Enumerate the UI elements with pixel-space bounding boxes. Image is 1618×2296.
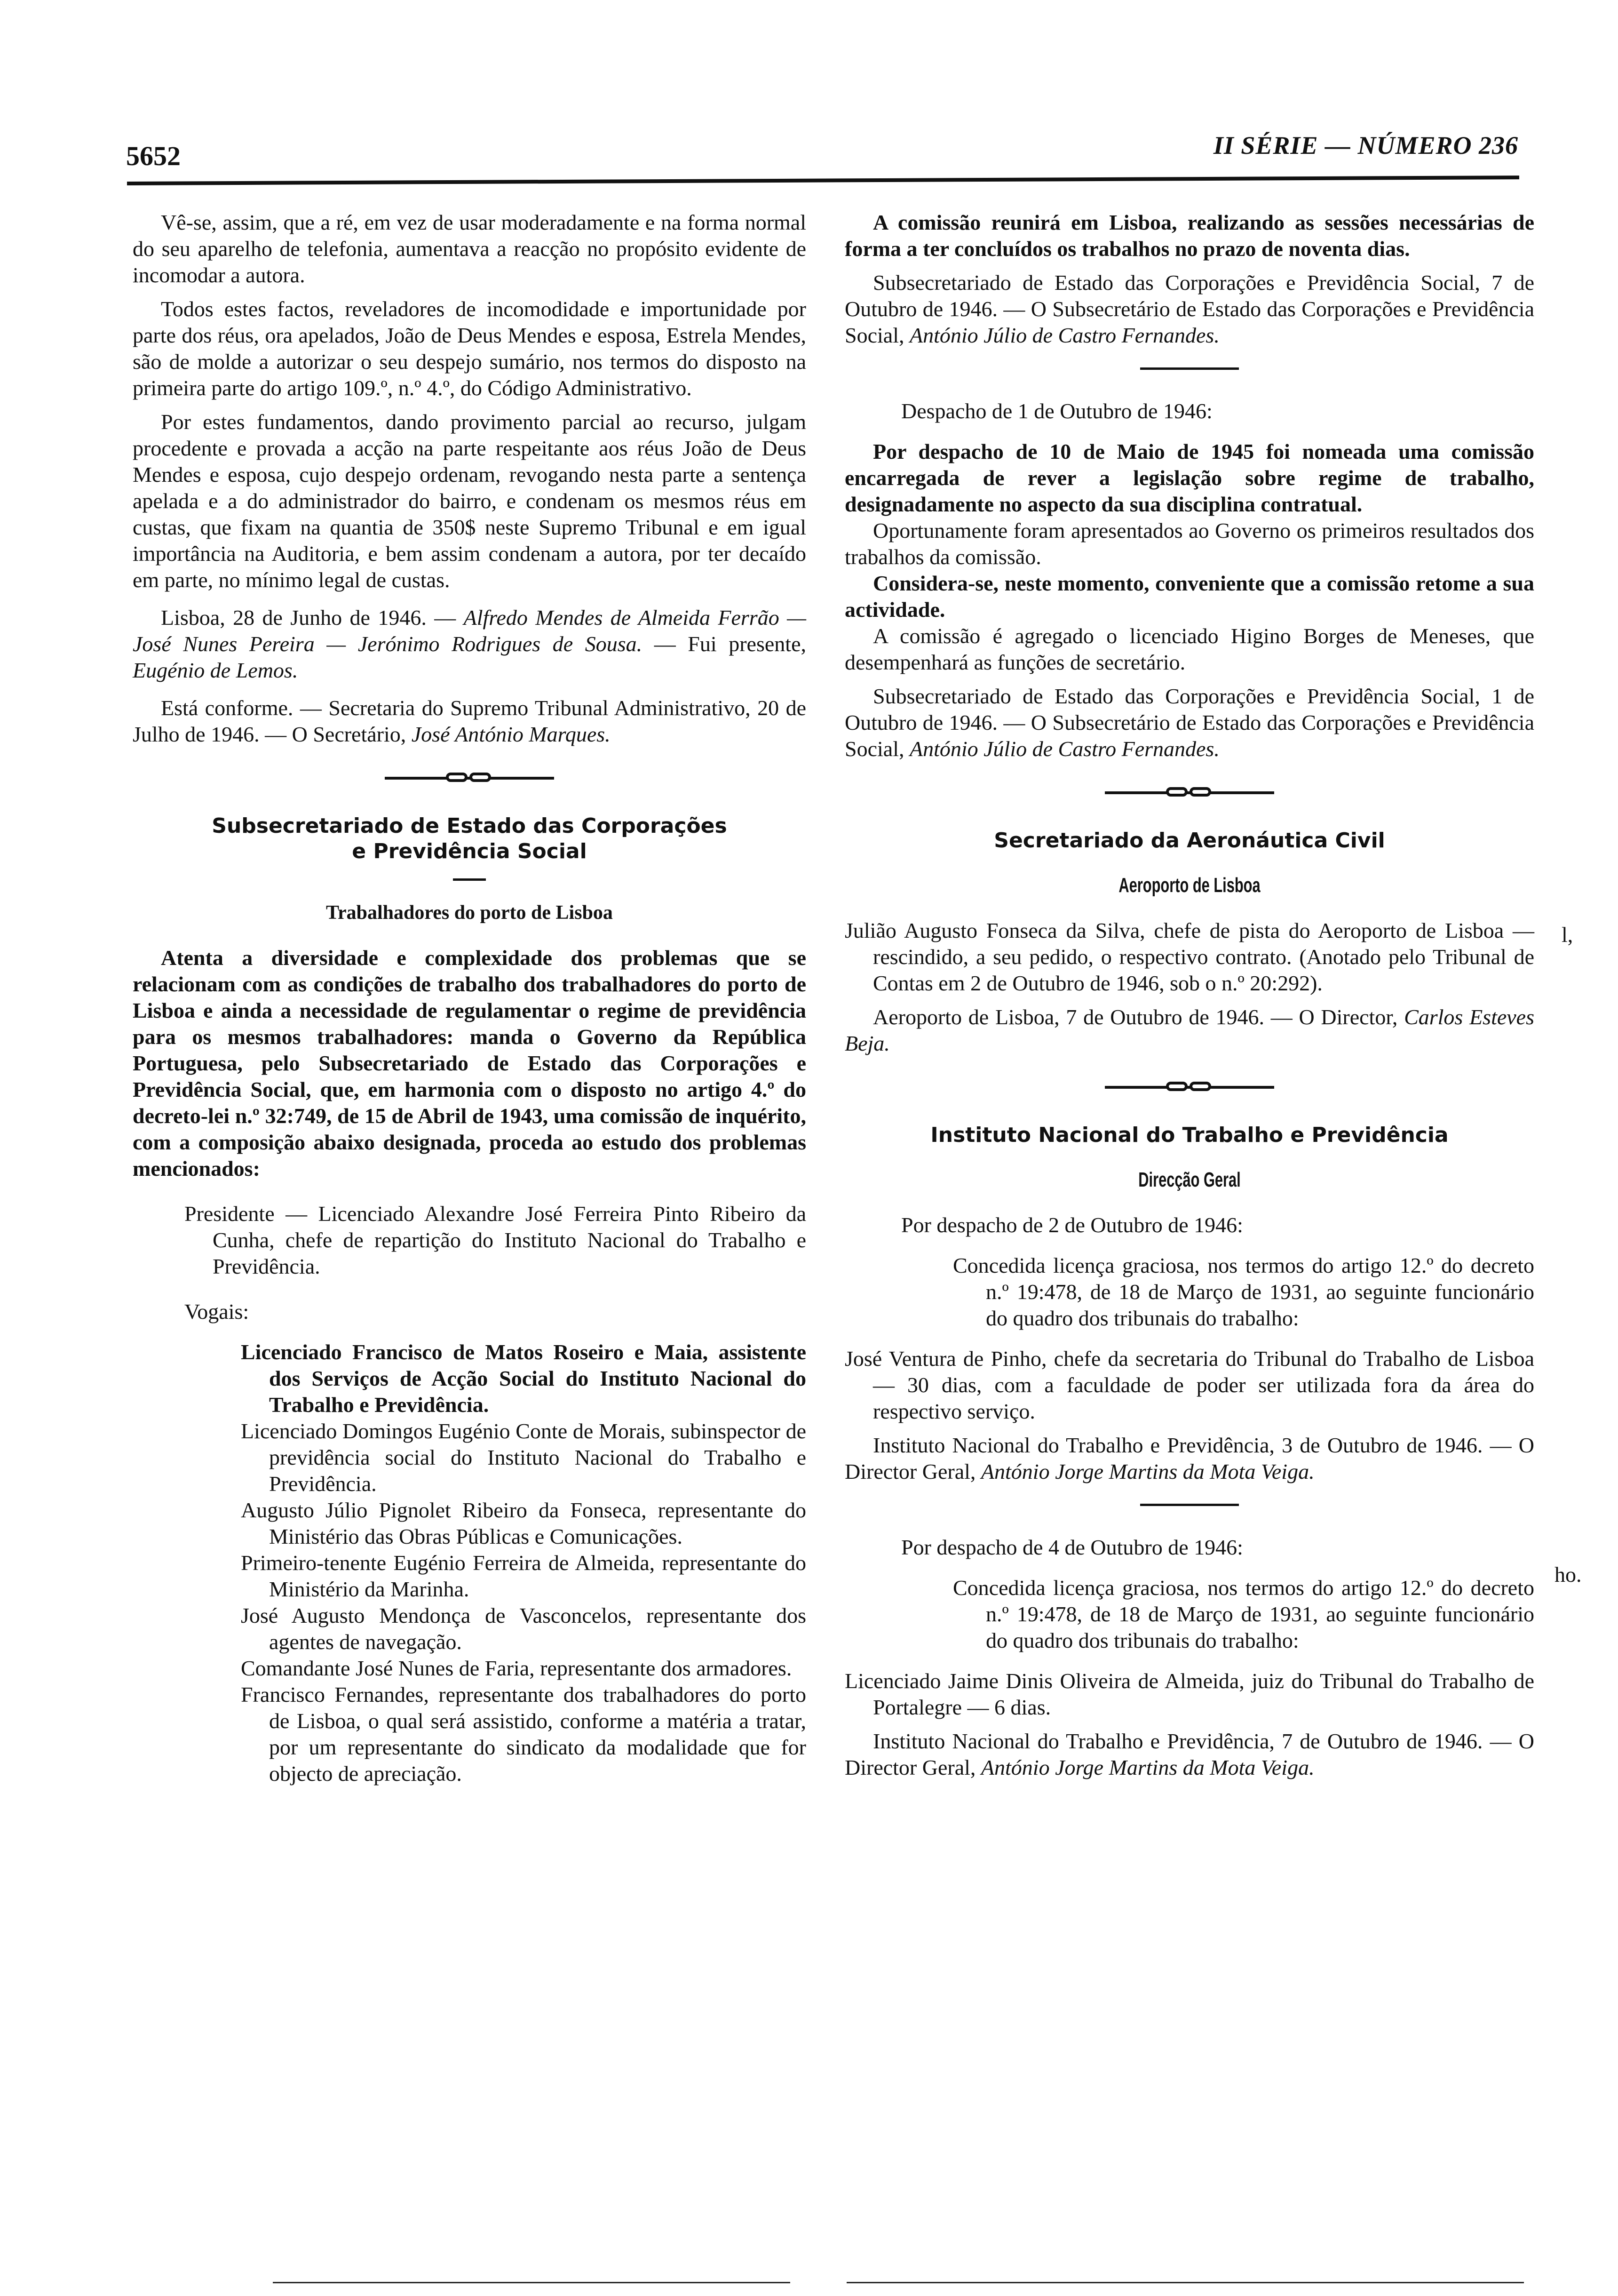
series-header: II SÉRIE — NÚMERO 236: [1213, 131, 1518, 159]
paragraph: Considera-se, neste momento, conveniente que a comissão retome a sua actividade.: [845, 571, 1534, 622]
section-divider-ornament: [385, 771, 554, 785]
signoff-subsecretariado-1-out: [845, 683, 1534, 762]
signoff-name: António Júlio de Castro Fernandes.: [909, 737, 1220, 761]
paragraph: Por estes fundamentos, dando provimento parcial ao recurso, julgam procedente e provada a acção na parte respeitante aos réus João de Deus Mendes e esposa, cujo despejo ordenam, revogando nesta parte a sentença apelada e a do administrador do bairro, e condenam os mesmos réus em custas, que fixam na quantia de 350$ neste Supremo Tribunal e em igual importância na Auditoria, e bem assim condenam a autora, por ter decaído em parte, no mínimo legal de custas.: [133, 410, 806, 592]
left-column: [133, 209, 806, 1787]
intp-signoff: [845, 1728, 1534, 1781]
conformity-note: [133, 695, 806, 748]
signoff-text: Aeroporto de Lisboa, 7 de Outubro de 1946. — O Director,: [873, 1005, 1404, 1029]
judgment-signature: [133, 605, 806, 684]
despacho-heading: Por despacho de 4 de Outubro de 1946:: [901, 1535, 1243, 1559]
signature-names: Alfredo Mendes de Almeida Ferrão — José Nunes Pereira — Jerónimo Rodrigues de Sousa.: [133, 606, 806, 656]
short-rule: [1140, 1504, 1239, 1506]
conformity-name: José António Marques.: [411, 722, 611, 746]
aero-entry: Julião Augusto Fonseca da Silva, chefe de pista do Aeroporto de Lisboa — rescindido, a seu pedido, o respectivo contrato. (Anotado pelo Tribunal de Contas em 2 de Outubro de 1946, sob o n.º 20:292).: [845, 918, 1534, 995]
grant-text: Concedida licença graciosa, nos termos do artigo 12.º do decreto n.º 19:478, de 18 de Março de 1931, ao seguinte funcionário do quadro dos tribunais do trabalho:: [953, 1576, 1534, 1652]
vogal-entry: Augusto Júlio Pignolet Ribeiro da Fonseca, representante do Ministério das Obras Públicas e Comunicações.: [241, 1498, 806, 1548]
president-entry: Presidente — Licenciado Alexandre José Ferreira Pinto Ribeiro da Cunha, chefe de repartição do Instituto Nacional do Trabalho e Previdência.: [184, 1202, 806, 1278]
page-number: 5652: [126, 141, 181, 171]
signoff-text: Subsecretariado de Estado das Corporações e Previdência Social, 1 de Outubro de 1946. — O Subsecretário de Estado das Corporações e Previdência Social,: [845, 684, 1534, 761]
signoff-name: António Jorge Martins da Mota Veiga.: [981, 1755, 1315, 1779]
signoff-text: Subsecretariado de Estado das Corporações e Previdência Social, 7 de Outubro de 1946. — O Subsecretário de Estado das Corporações e Previdência Social,: [845, 271, 1534, 347]
vogal-entry: Licenciado Domingos Eugénio Conte de Morais, subinspector de previdência social do Instituto Nacional do Trabalho e Previdência.: [241, 1419, 806, 1496]
intp-subtitle: Direcção Geral: [1138, 1168, 1241, 1191]
person-entry: Licenciado Jaime Dinis Oliveira de Almeida, juiz do Tribunal do Trabalho de Portalegre — 6 dias.: [845, 1669, 1534, 1719]
section-title-line1: Subsecretariado de Estado das Corporações: [212, 814, 727, 838]
signoff-text: Instituto Nacional do Trabalho e Previdência, 3 de Outubro de 1946. — O Director Geral,: [845, 1433, 1534, 1483]
vogais-label: Vogais:: [184, 1299, 249, 1323]
paragraph: Oportunamente foram apresentados ao Governo os primeiros resultados dos trabalhos da comissão.: [845, 518, 1534, 569]
right-column: [845, 209, 1534, 1788]
section-title-line2: e Previdência Social: [352, 839, 587, 863]
commission-meeting: A comissão reunirá em Lisboa, realizando as sessões necessárias de forma a ter concluídos os trabalhos no prazo de noventa dias.: [845, 210, 1534, 261]
signoff-text: Instituto Nacional do Trabalho e Previdência, 7 de Outubro de 1946. — O Director Geral,: [845, 1729, 1534, 1779]
grant-text: Concedida licença graciosa, nos termos do artigo 12.º do decreto n.º 19:478, de 18 de Março de 1931, ao seguinte funcionário do quadro dos tribunais do trabalho:: [953, 1253, 1534, 1330]
aero-section-title: Secretariado da Aeronáutica Civil: [994, 829, 1385, 853]
paragraph: A comissão é agregado o licenciado Higino Borges de Meneses, que desempenhará as funções de secretário.: [845, 624, 1534, 674]
vogal-entry: Comandante José Nunes de Faria, representante dos armadores.: [241, 1656, 792, 1680]
signoff-subsecretariado-7-out: [845, 270, 1534, 349]
person-entry: José Ventura de Pinho, chefe da secretaria do Tribunal do Trabalho de Lisboa — 30 dias, com a faculdade de poder ser utilizada fora da área do respectivo serviço.: [845, 1347, 1534, 1423]
section-intro: Atenta a diversidade e complexidade dos problemas que se relacionam com as condições de trabalho dos trabalhadores do porto de Lisboa e ainda a necessidade de regulamentar o regime de previdência para os mesmos trabalhadores: manda o Governo da República Portuguesa, pelo Subsecretariado de Estado das Corporações e Previdência Social, que, em harmonia com o disposto no artigo 4.º do decreto-lei n.º 32:749, de 15 de Abril de 1943, uma comissão de inquérito, com a composição abaixo designada, proceda ao estudo dos problemas mencionados:: [133, 946, 806, 1180]
margin-fragment: ho.: [1555, 1563, 1582, 1586]
aero-subtitle: Aeroporto de Lisboa: [1118, 874, 1261, 897]
vogal-entry: José Augusto Mendonça de Vasconcelos, representante dos agentes de navegação.: [241, 1603, 806, 1654]
footer-scan-line: [847, 2282, 1524, 2283]
vogal-entry: Francisco Fernandes, representante dos trabalhadores do porto de Lisboa, o qual será assistido, conforme a matéria a tratar, por um representante do sindicato da modalidade que for objecto de apreciação.: [241, 1682, 806, 1786]
signoff-name: António Jorge Martins da Mota Veiga.: [981, 1459, 1315, 1483]
paragraph: Por despacho de 10 de Maio de 1945 foi nomeada uma comissão encarregada de rever a legislação sobre regime de trabalho, designadamente no aspecto da sua disciplina contratual.: [845, 439, 1534, 516]
signoff-name: Carlos Esteves Beja.: [845, 1005, 1534, 1055]
despacho-heading: Despacho de 1 de Outubro de 1946:: [901, 399, 1213, 423]
signature-place-date: Lisboa, 28 de Junho de 1946. —: [161, 606, 464, 630]
despacho-heading: Por despacho de 2 de Outubro de 1946:: [901, 1213, 1243, 1237]
signoff-name: António Júlio de Castro Fernandes.: [909, 323, 1220, 347]
paragraph: Vê-se, assim, que a ré, em vez de usar moderadamente e na forma normal do seu aparelho de telefonia, aumentava a reacção no propósito evidente de incomodar a autora.: [133, 210, 806, 287]
section-divider-ornament: [1105, 786, 1274, 800]
intp-section-title: Instituto Nacional do Trabalho e Previdência: [930, 1123, 1449, 1147]
short-rule: [453, 878, 486, 881]
footer-scan-line: [273, 2282, 790, 2283]
conformity-text: Está conforme. — Secretaria do Supremo Tribunal Administrativo, 20 de Julho de 1946. — O Secretário,: [133, 696, 806, 746]
vogal-entry: Licenciado Francisco de Matos Roseiro e Maia, assistente dos Serviços de Acção Social do Instituto Nacional do Trabalho e Previdência.: [241, 1340, 806, 1417]
header-rule: [127, 175, 1519, 185]
margin-fragment: l,: [1562, 923, 1573, 947]
short-rule: [1140, 367, 1239, 370]
section-divider-ornament: [1105, 1080, 1274, 1094]
paragraph: Todos estes factos, reveladores de incomodidade e importunidade por parte dos réus, ora apelados, João de Deus Mendes e esposa, Estrela Mendes, são de molde a autorizar o seu despejo sumário, nos termos do disposto na primeira parte do artigo 109.º, n.º 4.º, do Código Administrativo.: [133, 297, 806, 400]
section-subtitle: Trabalhadores do porto de Lisboa: [326, 902, 613, 924]
signature-present-label: — Fui presente,: [642, 632, 806, 656]
intp-signoff: [845, 1432, 1534, 1485]
aero-signoff: [845, 1004, 1534, 1057]
signature-present-name: Eugénio de Lemos.: [133, 658, 298, 682]
vogal-entry: Primeiro-tenente Eugénio Ferreira de Almeida, representante do Ministério da Marinha.: [241, 1551, 806, 1601]
